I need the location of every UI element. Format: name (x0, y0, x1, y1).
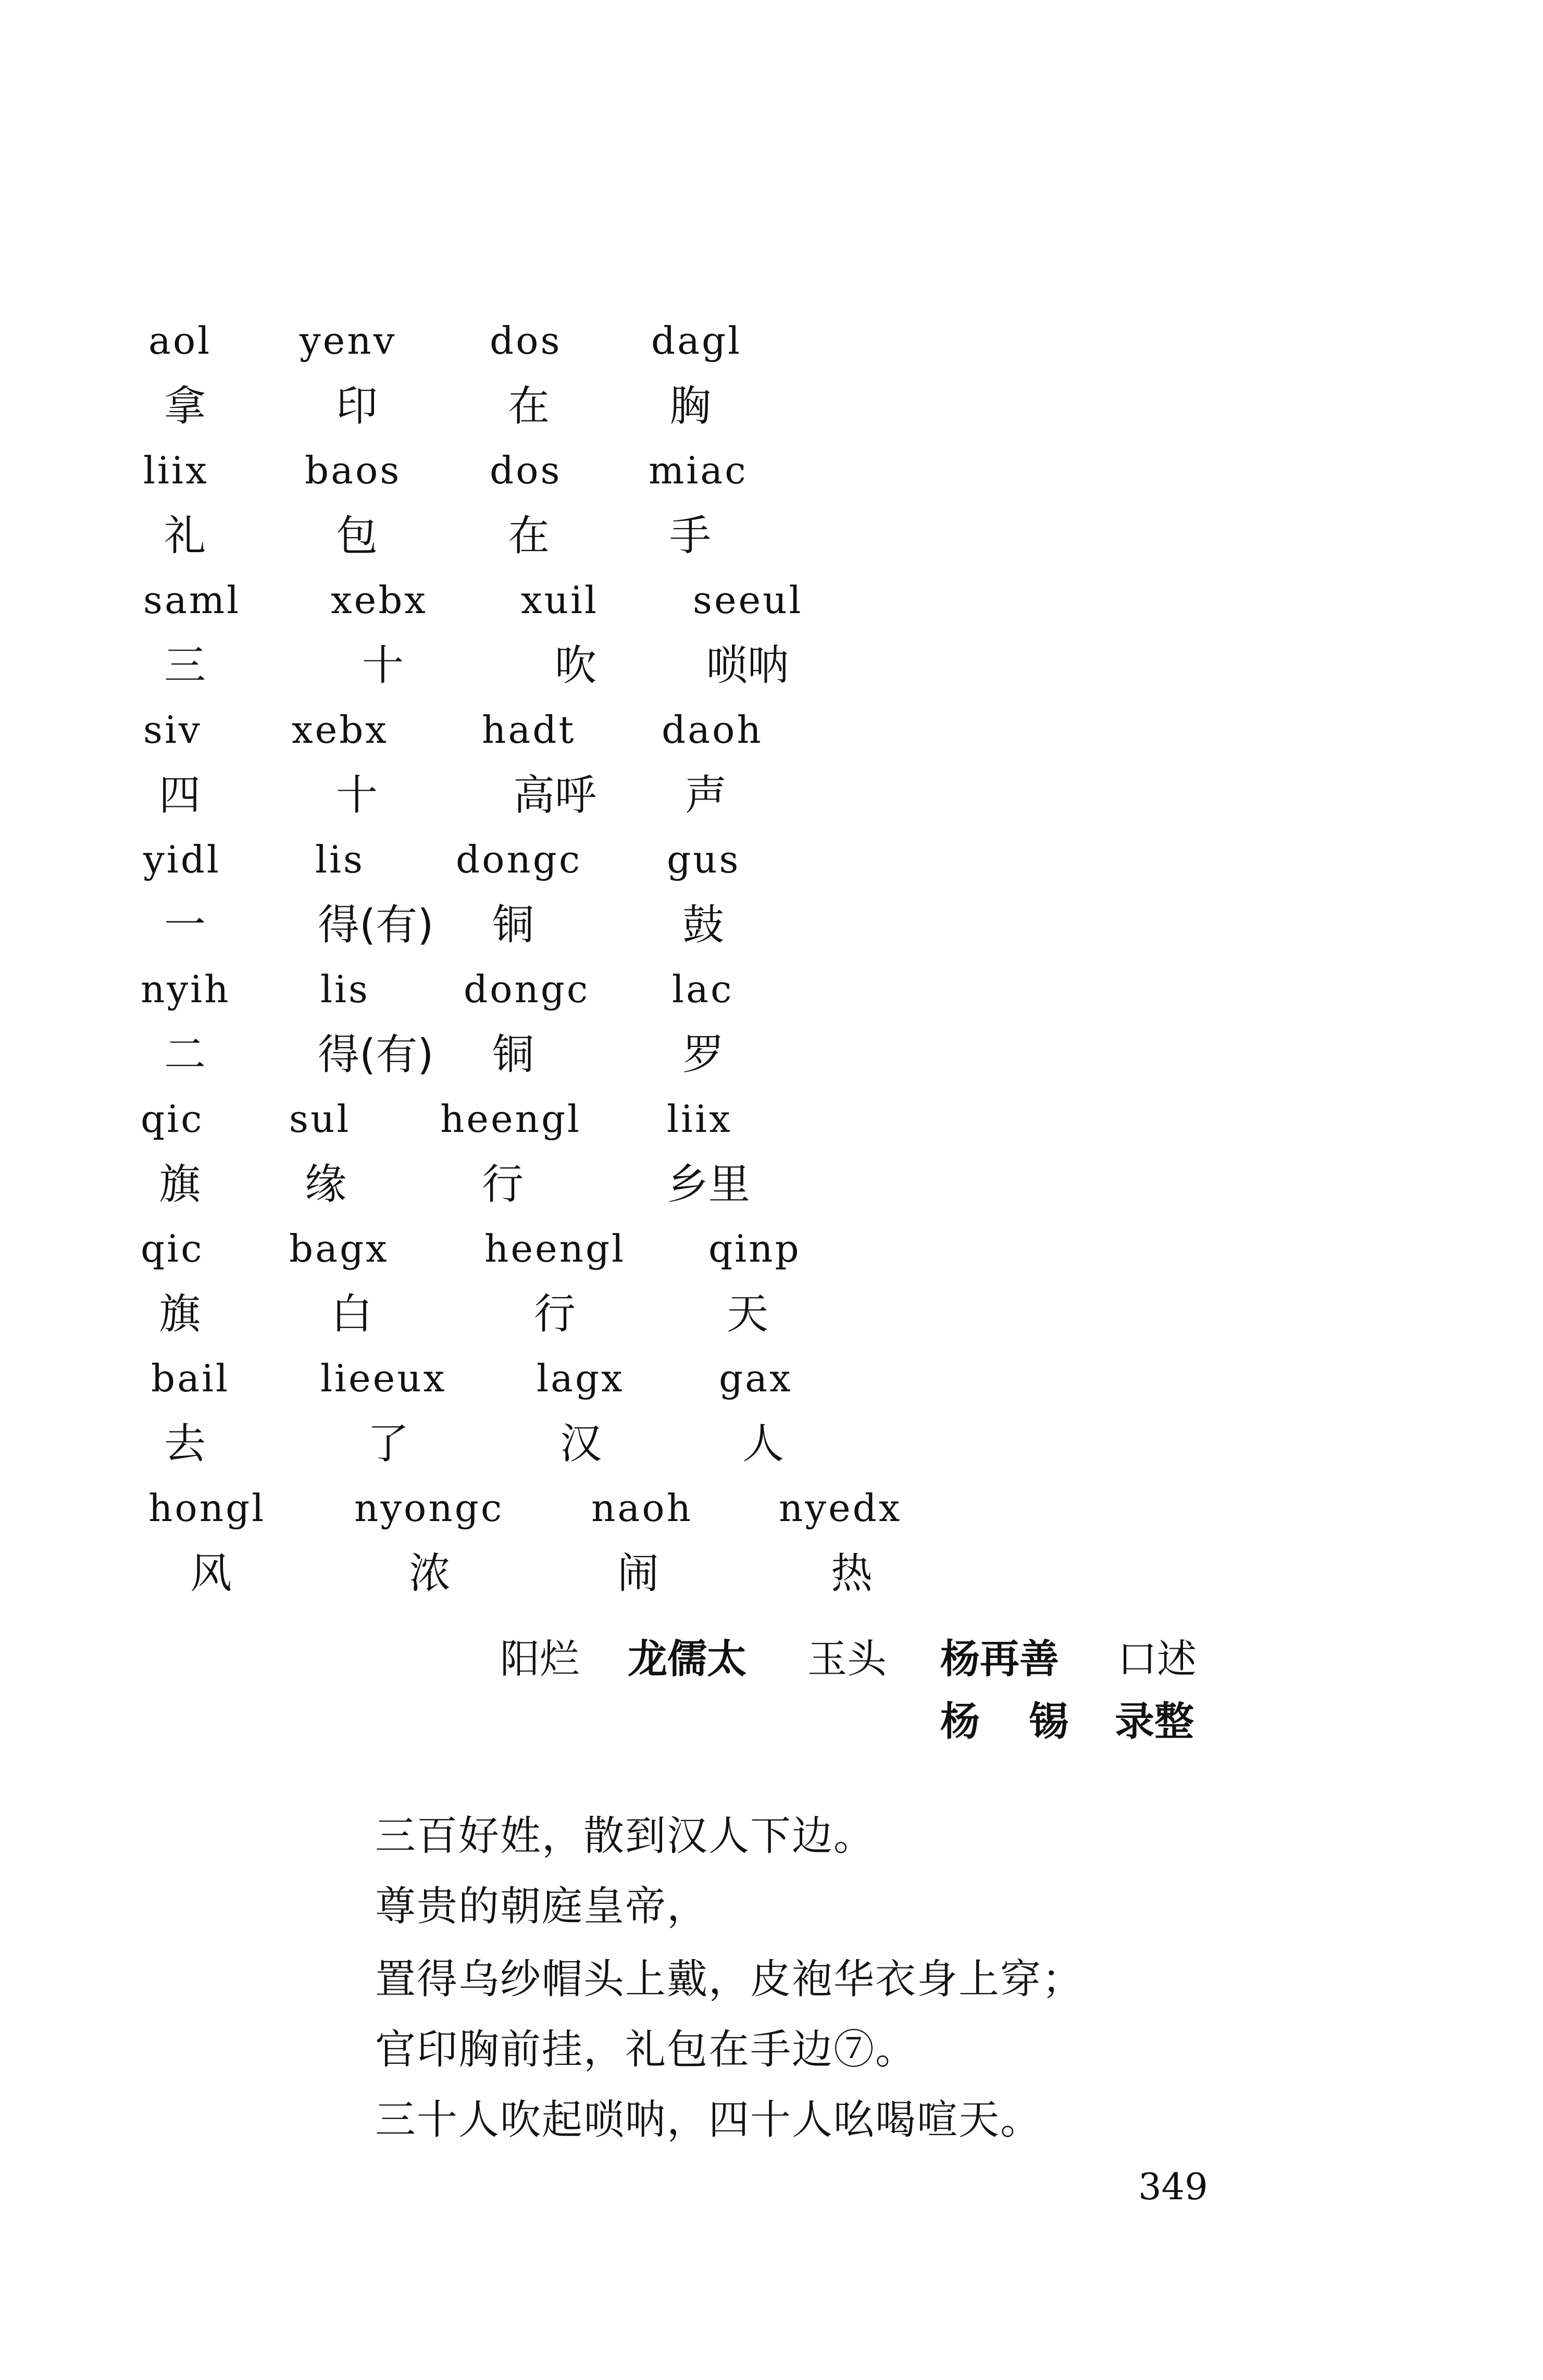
gloss-line (0, 1542, 1543, 1605)
romanized-word: qic (141, 1227, 204, 1270)
romanized-word: lis (320, 967, 370, 1011)
gloss-word: 拿 (164, 382, 206, 430)
gloss-word: 闹 (617, 1549, 659, 1598)
place-name-2: 玉头 (807, 1636, 887, 1682)
recorder-given-name: 锡 (1029, 1698, 1068, 1744)
gloss-line (0, 1024, 1543, 1086)
gloss-line (0, 1283, 1543, 1345)
romanized-word: qic (141, 1097, 204, 1141)
gloss-line (0, 1413, 1543, 1475)
page-number: 349 (1138, 2165, 1208, 2208)
gloss-line (0, 1153, 1543, 1216)
romanized-line (0, 439, 1543, 502)
romanized-word: nyongc (354, 1486, 504, 1530)
romanized-line (0, 958, 1543, 1020)
romanized-word: heengl (484, 1227, 626, 1270)
gloss-word: 一 (164, 901, 206, 949)
recorder-surname: 杨 (940, 1698, 980, 1744)
romanized-word: aol (148, 319, 212, 363)
gloss-word: 鼓 (682, 901, 724, 949)
romanized-word: miac (649, 448, 748, 492)
translation-line: 三百好姓，散到汉人下边。 (375, 1813, 876, 1860)
romanized-word: dongc (456, 838, 582, 881)
gloss-word: 铜 (492, 901, 534, 949)
gloss-word: 缘 (305, 1160, 346, 1208)
translation-line: 尊贵的朝庭皇帝， (375, 1883, 709, 1930)
narrated-label: 口述 (1117, 1636, 1197, 1682)
gloss-word: 四 (159, 771, 201, 819)
narrator-name-1: 龙儒太 (628, 1636, 746, 1682)
romanized-word: dongc (464, 967, 590, 1011)
gloss-line (0, 505, 1543, 567)
gloss-word: 唢呐 (706, 641, 789, 690)
gloss-word: 礼 (164, 512, 206, 560)
gloss-word: 得(有) (318, 1030, 434, 1079)
romanized-word: hongl (148, 1486, 266, 1530)
gloss-word: 高呼 (513, 771, 596, 819)
gloss-word: 去 (164, 1419, 206, 1468)
romanized-word: yidl (143, 838, 221, 881)
romanized-line (0, 1477, 1543, 1539)
gloss-word: 热 (831, 1549, 873, 1598)
romanized-word: xebx (331, 578, 428, 622)
gloss-word: 乡里 (667, 1160, 750, 1208)
romanized-word: dos (490, 319, 562, 363)
romanized-word: lac (672, 967, 734, 1011)
gloss-word: 风 (190, 1549, 232, 1598)
romanized-line (0, 699, 1543, 761)
gloss-word: 声 (685, 771, 727, 819)
gloss-word: 包 (336, 512, 378, 560)
romanized-word: heengl (440, 1097, 582, 1141)
romanized-word: saml (143, 578, 241, 622)
romanized-word: lieeux (320, 1356, 447, 1400)
romanized-word: gax (719, 1356, 793, 1400)
gloss-word: 在 (508, 512, 550, 560)
gloss-word: 十 (362, 641, 404, 690)
romanized-word: nyedx (779, 1486, 902, 1530)
gloss-word: 三 (164, 641, 206, 690)
romanized-word: qinp (708, 1227, 801, 1270)
translation-line: 官印胸前挂，礼包在手边⑦。 (375, 2026, 917, 2073)
gloss-word: 二 (164, 1030, 206, 1079)
place-name-1: 阳烂 (500, 1636, 579, 1682)
gloss-word: 汉 (560, 1419, 602, 1468)
romanized-word: naoh (591, 1486, 693, 1530)
translation-line: 三十人吹起唢呐，四十人吆喝喧天。 (375, 2097, 1042, 2144)
narrator-name-2: 杨再善 (940, 1636, 1059, 1682)
gloss-word: 旗 (159, 1290, 201, 1338)
gloss-word: 天 (727, 1290, 768, 1338)
romanized-word: liix (667, 1097, 732, 1141)
gloss-word: 铜 (492, 1030, 534, 1079)
gloss-line (0, 764, 1543, 827)
romanized-word: siv (143, 708, 202, 752)
romanized-word: bail (151, 1356, 230, 1400)
gloss-word: 白 (331, 1290, 372, 1338)
romanized-word: lagx (537, 1356, 625, 1400)
gloss-word: 行 (482, 1160, 524, 1208)
gloss-word: 印 (336, 382, 378, 430)
gloss-word: 了 (367, 1419, 409, 1468)
gloss-word: 吹 (555, 641, 596, 690)
gloss-word: 行 (534, 1290, 576, 1338)
gloss-word: 罗 (682, 1030, 724, 1079)
romanized-word: xuil (521, 578, 599, 622)
romanized-word: xebx (292, 708, 389, 752)
romanized-word: lis (315, 838, 365, 881)
romanized-line (0, 309, 1543, 372)
gloss-word: 胸 (669, 382, 711, 430)
romanized-line (0, 1217, 1543, 1280)
romanized-word: bagx (289, 1227, 389, 1270)
romanized-word: hadt (482, 708, 576, 752)
romanized-word: liix (143, 448, 209, 492)
romanized-line (0, 1347, 1543, 1410)
translation-line: 置得乌纱帽头上戴，皮袍华衣身上穿； (375, 1956, 1084, 2003)
gloss-word: 旗 (159, 1160, 201, 1208)
gloss-word: 得(有) (318, 901, 434, 949)
romanized-word: gus (667, 838, 741, 881)
gloss-line (0, 894, 1543, 956)
gloss-word: 十 (336, 771, 378, 819)
romanized-word: dagl (651, 319, 742, 363)
romanized-word: sul (289, 1097, 351, 1141)
gloss-line (0, 634, 1543, 697)
romanized-word: seeul (693, 578, 803, 622)
romanized-line (0, 1088, 1543, 1150)
romanized-word: yenv (300, 319, 397, 363)
romanized-word: daoh (662, 708, 763, 752)
romanized-line (0, 569, 1543, 631)
romanized-line (0, 828, 1543, 891)
gloss-word: 手 (669, 512, 711, 560)
recorded-label: 录整 (1115, 1698, 1194, 1744)
gloss-word: 人 (742, 1419, 784, 1468)
romanized-word: baos (305, 448, 402, 492)
romanized-word: dos (490, 448, 562, 492)
romanized-word: nyih (141, 967, 231, 1011)
gloss-word: 浓 (409, 1549, 451, 1598)
gloss-line (0, 375, 1543, 438)
gloss-word: 在 (508, 382, 550, 430)
